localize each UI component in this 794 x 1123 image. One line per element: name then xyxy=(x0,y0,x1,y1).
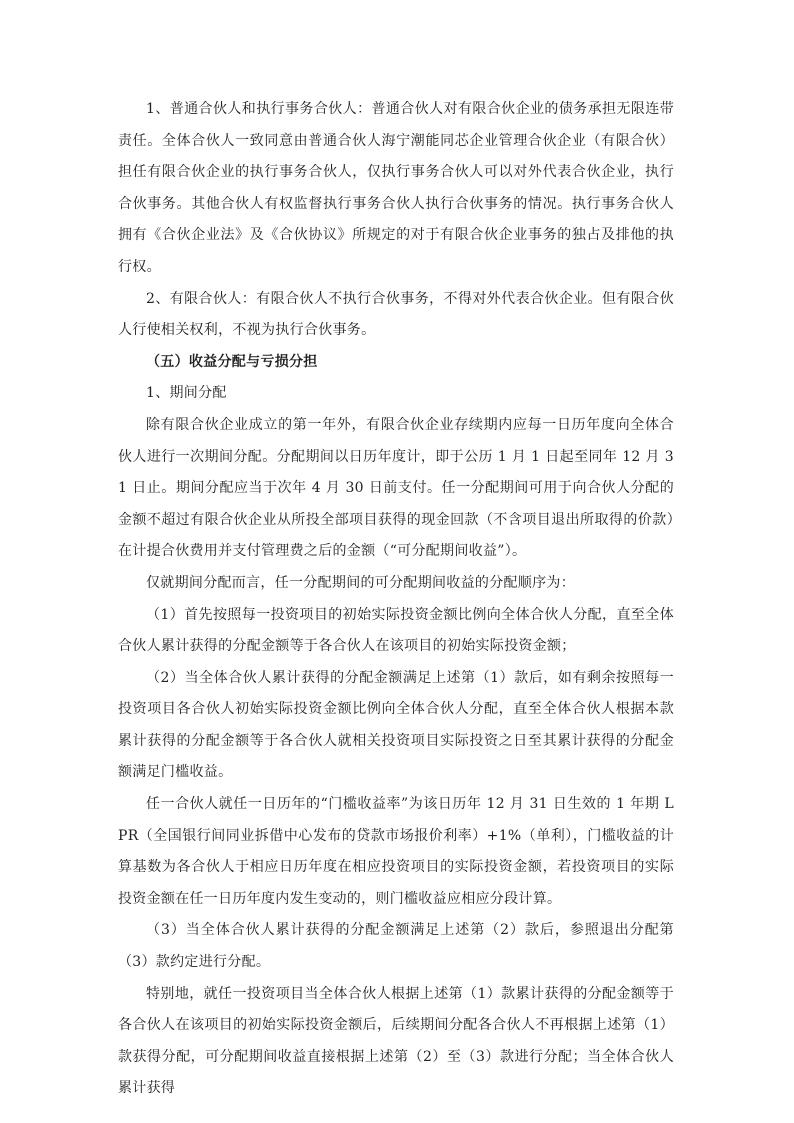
document-page xyxy=(118,94,674,1105)
paragraph-hurdle-rate: 任一合伙人就任一日历年的“门槛收益率”为该日历年 12 月 31 日生效的 1 年期 LPR（全国银行间同业拆借中心发布的贷款市场报价利率）+1%（单利），门槛收益的计算基数为各合伙人于相应日历年度在相应投资项目的实际投资金额，若投资项目的实际投资金额在任一日历年度内发生变动的，则门槛收益应相应分段计算。 xyxy=(118,796,674,907)
paragraph-distribution-step-2: （2）当全体合伙人累计获得的分配金额满足上述第（1）款后，如有剩余按照每一投资项目各合伙人初始实际投资金额比例向全体合伙人分配，直至全体合伙人根据本款累计获得的分配金额等于各合伙人就相关投资项目实际投资之日至其累计获得的分配金额满足门槛收益。 xyxy=(118,669,674,781)
paragraph-special-provision: 特别地，就任一投资项目当全体合伙人根据上述第（1）款累计获得的分配金额等于各合伙人在该项目的初始实际投资金额后，后续期间分配各合伙人不再根据上述第（1）款获得分配，可分配期间收益直接根据上述第（2）至（3）款进行分配；当全体合伙人累计获得 xyxy=(118,985,674,1097)
section-heading-profit-distribution: （五）收益分配与亏损分担 xyxy=(146,353,318,370)
paragraph-distribution-step-1: （1）首先按照每一投资项目的初始实际投资金额比例向全体合伙人分配，直至全体合伙人累计获得的分配金额等于各合伙人在该项目的初始实际投资金额； xyxy=(118,606,674,655)
paragraph-distribution-step-3: （3）当全体合伙人累计获得的分配金额满足上述第（2）款后，参照退出分配第（3）款约定进行分配。 xyxy=(118,922,674,971)
paragraph-interim-distribution-rules: 除有限合伙企业成立的第一年外，有限合伙企业存续期内应每一日历年度向全体合伙人进行一次期间分配。分配期间以日历年度计，即于公历 1 月 1 日起至同年 12 月 31 日止。期间分配应当于次年 4 月 30 日前支付。任一分配期间可用于向合伙人分配的金额不超过有限合伙企业从所投全部项目获得的现金回款（不含项目退出所取得的价款）在计提合伙费用并支付管理费之后的金额（“可分配期间收益”）。 xyxy=(118,416,674,560)
paragraph-distribution-order-intro: 仅就期间分配而言，任一分配期间的可分配期间收益的分配顺序为： xyxy=(146,574,575,591)
paragraph-limited-partner: 2、有限合伙人：有限合伙人不执行合伙事务，不得对外代表合伙企业。但有限合伙人行使相关权利，不视为执行合伙事务。 xyxy=(118,290,674,339)
paragraph-general-partner: 1、普通合伙人和执行事务合伙人：普通合伙人对有限合伙企业的债务承担无限连带责任。全体合伙人一致同意由普通合伙人海宁潮能同芯企业管理合伙企业（有限合伙）担任有限合伙企业的执行事务合伙人，仅执行事务合伙人可以对外代表合伙企业，执行合伙事务。其他合伙人有权监督执行事务合伙人执行合伙事务的情况。执行事务合伙人拥有《合伙企业法》及《合伙协议》所规定的对于有限合伙企业事务的独占及排他的执行权。 xyxy=(118,101,674,275)
subheading-interim-distribution: 1、期间分配 xyxy=(146,385,227,402)
